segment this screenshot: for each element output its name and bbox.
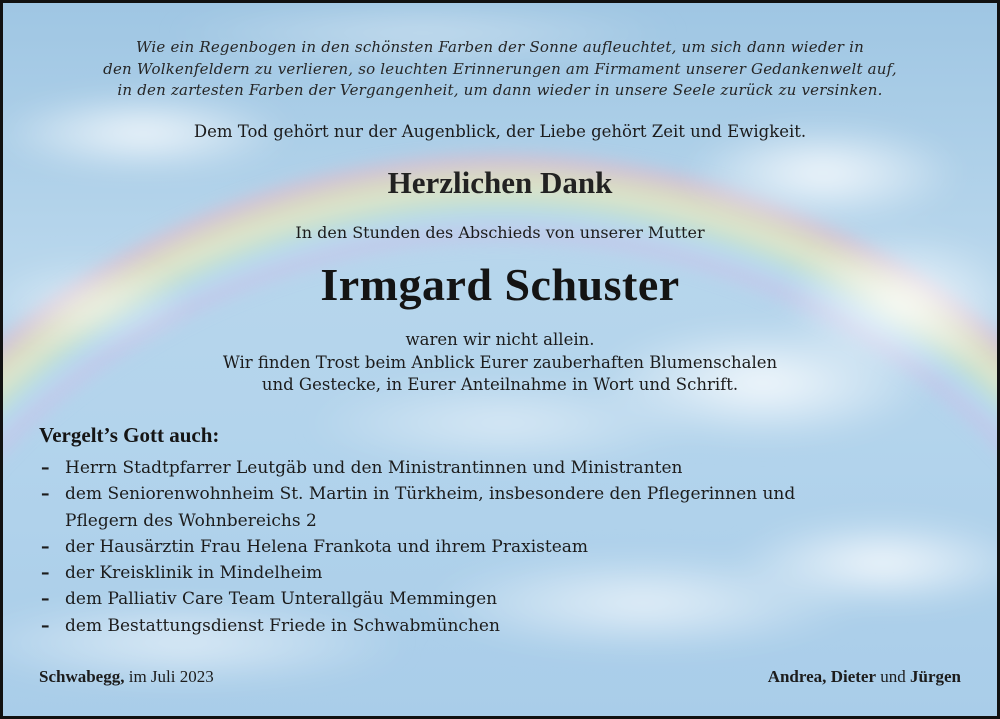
deceased-name: Irmgard Schuster xyxy=(320,259,680,310)
dash-bullet: – xyxy=(41,589,50,610)
thanks-line: und Gestecke, in Eurer Anteilnahme in Wort und Schrift. xyxy=(261,375,739,394)
place: Schwabegg, xyxy=(39,667,125,686)
list-item xyxy=(39,560,795,586)
thanks-line: Wir finden Trost beim Anblick Eurer zauberhaften Blumenschalen xyxy=(222,352,778,372)
list-item-text: der Hausärztin Frau Helena Frankota und ihrem Praxisteam xyxy=(65,536,589,557)
dash-bullet: – xyxy=(41,563,50,584)
list-item xyxy=(39,586,795,612)
list-item-text-continued: Pflegern des Wohnbereichs 2 xyxy=(65,510,317,531)
vergelts-heading: Vergelt’s Gott auch: xyxy=(39,423,220,447)
list-item-text: dem Seniorenwohnheim St. Martin in Türkheim, insbesondere den Pflegerinnen und xyxy=(65,484,796,505)
poem-line: Wie ein Regenbogen in den schönsten Farben der Sonne aufleuchtet, um sich dann wieder in xyxy=(136,38,864,56)
heading-thanks: Herzlichen Dank xyxy=(387,165,613,200)
signer-connector: und xyxy=(880,667,906,686)
dash-bullet: – xyxy=(41,458,50,478)
list-item-text: der Kreisklinik in Mindelheim xyxy=(65,563,323,584)
thanks-text xyxy=(3,329,997,397)
notice-content xyxy=(3,3,997,716)
signer-name: Dieter xyxy=(830,667,876,686)
dash-bullet: – xyxy=(41,615,50,636)
signers xyxy=(768,667,961,687)
thanks-line: waren wir nicht allein. xyxy=(405,330,595,349)
list-item xyxy=(39,481,795,534)
list-item xyxy=(39,534,795,560)
poem-line: den Wolkenfeldern zu verlieren, so leuchten Erinnerungen am Firmament unserer Gedankenwelt auf, xyxy=(103,59,897,78)
dash-bullet: – xyxy=(41,484,50,505)
signer-name: Jürgen xyxy=(910,667,961,686)
signer-name: Andrea, xyxy=(767,667,827,686)
poem-line: in den zartesten Farben der Vergangenheit, um dann wieder in unsere Seele zurück zu versinken. xyxy=(117,81,883,99)
place-and-date xyxy=(39,667,214,687)
intro-text: In den Stunden des Abschieds von unserer Mutter xyxy=(295,223,705,242)
list-item-text: dem Palliativ Care Team Unterallgäu Memmingen xyxy=(65,589,498,610)
date: im Juli 2023 xyxy=(128,667,214,686)
list-item-text: dem Bestattungsdienst Friede in Schwabmünchen xyxy=(65,615,500,636)
list-item xyxy=(39,455,795,481)
list-item-text: Herrn Stadtpfarrer Leutgäb und den Ministrantinnen und Ministranten xyxy=(65,458,683,478)
poem xyxy=(3,37,997,102)
acknowledgement-list xyxy=(39,455,795,639)
dash-bullet: – xyxy=(41,536,50,557)
memorial-quote: Dem Tod gehört nur der Augenblick, der Liebe gehört Zeit und Ewigkeit. xyxy=(193,122,807,141)
list-item xyxy=(39,613,795,639)
